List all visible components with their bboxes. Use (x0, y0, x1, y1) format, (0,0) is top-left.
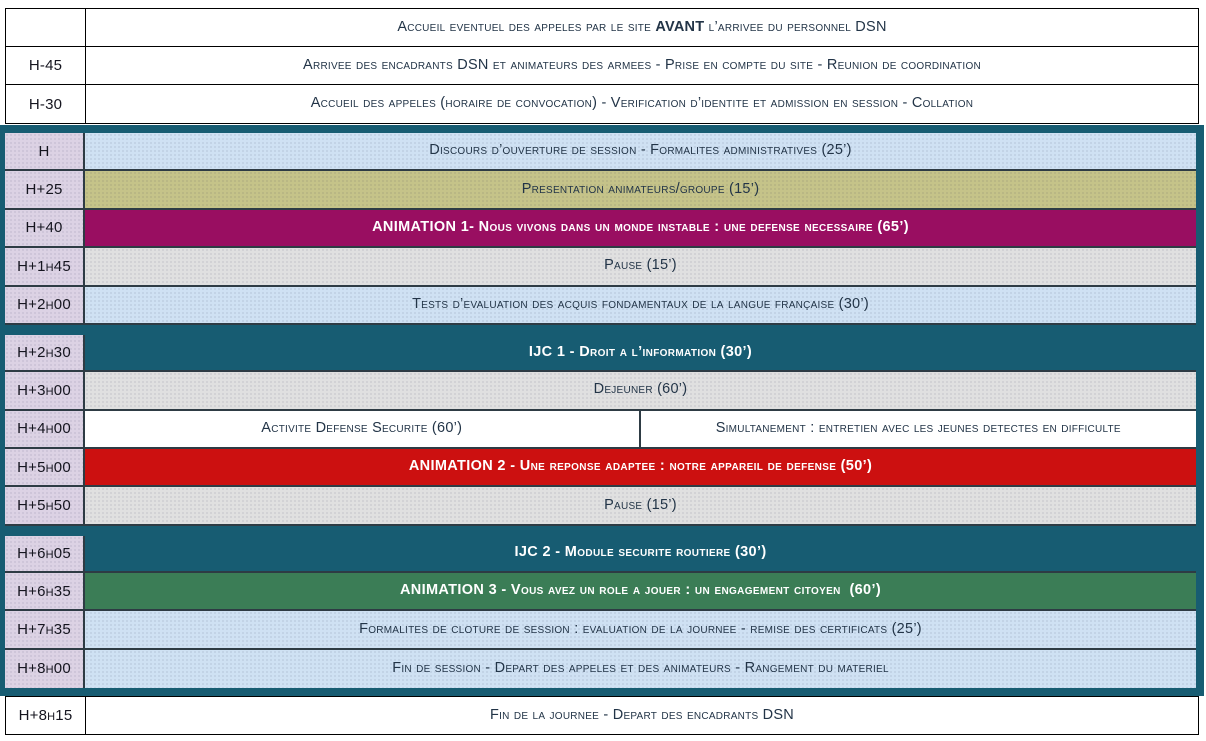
time-label: H+25 (25, 181, 63, 199)
schedule-row (5, 287, 1196, 325)
time-label: H-30 (28, 95, 63, 113)
activity-text: Accueil des appeles (horaire de convocation) - Verification d’identite et admission en session - Collation (310, 95, 974, 112)
activity-cell (86, 47, 1198, 84)
activity-cell (85, 210, 1196, 246)
time-label: H+3h00 (17, 381, 71, 399)
time-label: H+7h35 (17, 620, 71, 638)
time-cell (6, 47, 86, 84)
activity-cell (85, 248, 1196, 284)
activity-cell (85, 411, 1196, 447)
activity-text: ANIMATION 3 - Vous avez un role a jouer : un engagement citoyen (60’) (399, 582, 882, 599)
activity-text: Activite Defense Securite (60’) (261, 419, 463, 436)
schedule-row (5, 248, 1196, 286)
activity-cell (85, 449, 1196, 485)
activity-text: Arrivee des encadrants DSN et animateurs des armees - Prise en compte du site - Reunion de coordination (303, 56, 981, 73)
activity-text: Fin de la journee - Depart des encadrants DSN (489, 706, 795, 723)
time-label: H+2h00 (17, 296, 71, 314)
time-label: H+1h45 (17, 257, 71, 275)
session-core-block (0, 125, 1204, 696)
activity-cell (85, 611, 1196, 647)
schedule-row (5, 573, 1196, 611)
schedule-row (5, 210, 1196, 248)
schedule-row (5, 449, 1196, 487)
activity-cell (86, 85, 1198, 123)
activity-cell (85, 133, 1196, 169)
time-cell (6, 85, 86, 123)
activity-subcell-right (641, 411, 1197, 447)
activity-text: Fin de session - Depart des appeles et des animateurs - Rangement du materiel (392, 659, 889, 676)
activity-text: Discours d’ouverture de session - Formalites administratives (25’) (429, 142, 852, 159)
activity-text: Presentation animateurs/groupe (15’) (521, 180, 760, 197)
pre-session-table (5, 8, 1199, 124)
schedule-row (6, 47, 1198, 85)
activity-text: Tests d’evaluation des acquis fondamentaux de la langue française (30’) (412, 295, 869, 312)
activity-cell (85, 372, 1196, 408)
time-cell (5, 449, 85, 485)
time-label: H+5h50 (17, 497, 71, 514)
schedule-row (5, 133, 1196, 171)
time-cell (5, 650, 85, 688)
time-cell (6, 697, 86, 734)
time-label: H+4h00 (17, 420, 71, 438)
activity-cell (86, 9, 1198, 46)
time-label: H+6h05 (17, 544, 71, 562)
schedule-row (5, 411, 1196, 449)
time-cell (5, 372, 85, 408)
activity-cell (85, 171, 1196, 207)
time-label: H+5h00 (17, 458, 71, 476)
activity-cell (85, 573, 1196, 609)
activity-text: IJC 2 - Module securite routiere (30’) (514, 544, 767, 561)
time-label: H+2h30 (17, 344, 71, 362)
activity-text (397, 20, 886, 36)
activity-text: Formalites de cloture de session : evaluation de la journee - remise des certificats (25’) (359, 620, 922, 637)
time-cell (5, 411, 85, 447)
time-cell (5, 133, 85, 169)
activity-subcell-left (85, 411, 641, 447)
activity-text: Simultanement : entretien avec les jeunes detectes en difficulte (715, 419, 1121, 436)
activity-cell (85, 536, 1196, 571)
activity-text: Pause (15’) (604, 496, 677, 513)
time-label: H+6h35 (17, 582, 71, 600)
activity-text: IJC 1 - Droit a l’information (30’) (528, 343, 753, 360)
activity-text: Pause (15’) (604, 257, 677, 274)
schedule-row (5, 611, 1196, 649)
time-cell (6, 9, 86, 46)
time-cell (5, 573, 85, 609)
time-cell (5, 287, 85, 323)
schedule-row (5, 650, 1196, 688)
activity-text-post: l’arrivee du personnel DSN (704, 18, 887, 35)
time-cell (5, 536, 85, 571)
activity-cell (86, 697, 1198, 734)
activity-text-pre: Accueil eventuel des appeles par le site (397, 18, 656, 35)
time-cell (5, 210, 85, 246)
schedule-row (5, 487, 1196, 525)
activity-cell (85, 650, 1196, 688)
time-cell (5, 335, 85, 370)
activity-cell (85, 335, 1196, 370)
post-session-table (5, 696, 1199, 735)
schedule-row (5, 526, 1196, 573)
activity-text: ANIMATION 2 - Une reponse adaptee : notre appareil de defense (50’) (408, 458, 873, 475)
schedule-row (6, 697, 1198, 734)
time-label: H+8h15 (18, 707, 73, 724)
activity-text: Dejeuner (60’) (593, 381, 688, 398)
activity-cell (85, 487, 1196, 523)
time-label: H+40 (25, 219, 63, 237)
time-cell (5, 611, 85, 647)
schedule-row (6, 85, 1198, 123)
schedule-row (5, 171, 1196, 209)
schedule-row (5, 325, 1196, 372)
activity-text-bold: AVANT (655, 18, 705, 35)
time-cell (5, 171, 85, 207)
activity-cell (85, 287, 1196, 323)
schedule-row (5, 372, 1196, 410)
time-label: H+8h00 (17, 660, 71, 678)
schedule-row (6, 9, 1198, 47)
activity-text: ANIMATION 1- Nous vivons dans un monde instable : une defense necessaire (65’) (372, 219, 909, 235)
time-cell (5, 487, 85, 523)
time-label: H-45 (28, 57, 63, 74)
time-label: H (38, 142, 50, 160)
time-cell (5, 248, 85, 284)
